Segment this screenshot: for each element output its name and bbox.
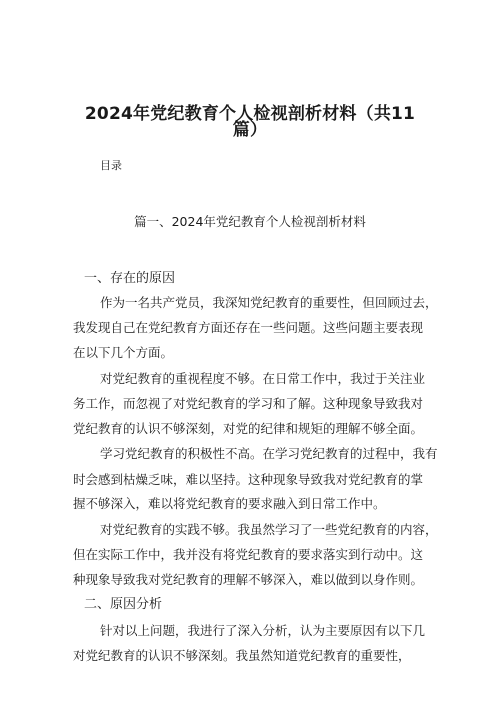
paragraph-line: 但在实际工作中，我并没有将党纪教育的要求落实到行动中。这 [73, 547, 424, 562]
paragraph-line: 作为一名共产党员，我深知党纪教育的重要性，但回顾过去， [100, 295, 438, 310]
paragraph-line: 学习党纪教育的积极性不高。在学习党纪教育的过程中，我有 [100, 446, 438, 461]
document-title-line-2: 篇） [232, 120, 268, 140]
paragraph-line: 针对以上问题，我进行了深入分析，认为主要原因有以下几 [100, 623, 426, 638]
section-heading-1: 一、存在的原因 [84, 271, 176, 286]
section-heading-2: 二、原因分析 [84, 597, 163, 612]
paragraph-line: 对党纪教育的重视程度不够。在日常工作中，我过于关注业 [100, 371, 426, 386]
paragraph-line: 握不够深入，难以将党纪教育的要求融入到日常工作中。 [73, 496, 386, 511]
paragraph-line: 我发现自己在党纪教育方面还存在一些问题。这些问题主要表现 [73, 320, 424, 335]
paragraph-line: 种现象导致我对党纪教育的理解不够深入，难以做到以身作则。 [73, 572, 424, 587]
paragraph-line: 对党纪教育的认识不够深刻。我虽然知道党纪教育的重要性， [73, 648, 411, 663]
paragraph-line: 党纪教育的认识不够深刻，对党的纪律和规矩的理解不够全面。 [73, 421, 424, 436]
paragraph-line: 时会感到枯燥乏味，难以坚持。这种现象导致我对党纪教育的掌 [73, 472, 424, 487]
paragraph-line: 务工作，而忽视了对党纪教育的学习和了解。这种现象导致我对 [73, 396, 424, 411]
table-of-contents-label: 目录 [100, 159, 122, 172]
paragraph-line: 在以下几个方面。 [73, 345, 174, 360]
article-title: 篇一、2024年党纪教育个人检视剖析材料 [134, 214, 366, 229]
document-title-line-1: 2024年党纪教育个人检视剖析材料（共11 [84, 104, 416, 124]
paragraph-line: 对党纪教育的实践不够。我虽然学习了一些党纪教育的内容， [100, 522, 438, 537]
